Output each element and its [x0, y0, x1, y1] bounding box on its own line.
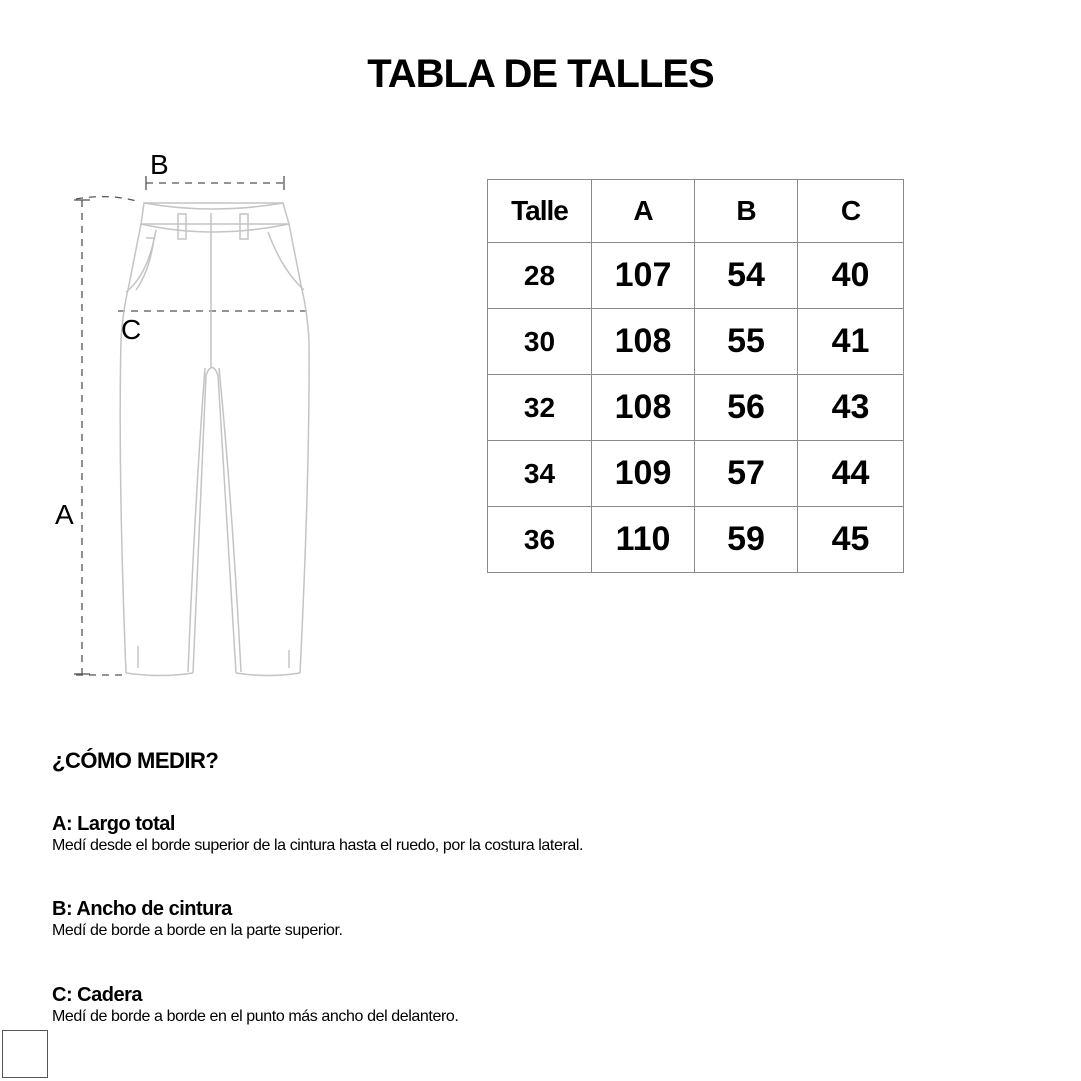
cell-b: 54 — [695, 243, 798, 309]
header-c: C — [798, 180, 904, 243]
header-a: A — [592, 180, 695, 243]
cell-talle: 32 — [488, 375, 592, 441]
measure-item-b — [52, 897, 343, 941]
cell-c: 40 — [798, 243, 904, 309]
cell-b: 59 — [695, 507, 798, 573]
measure-description: Medí de borde a borde en la parte superior. — [52, 922, 343, 939]
how-to-measure-title: ¿CÓMO MEDIR? — [52, 748, 219, 773]
cell-a: 108 — [592, 375, 695, 441]
cell-talle: 36 — [488, 507, 592, 573]
cell-b: 55 — [695, 309, 798, 375]
header-talle: Talle — [488, 180, 592, 243]
header-b: B — [695, 180, 798, 243]
table-row — [488, 441, 904, 507]
cell-b: 56 — [695, 375, 798, 441]
cell-c: 43 — [798, 375, 904, 441]
table-row — [488, 375, 904, 441]
measure-description: Medí desde el borde superior de la cintura hasta el ruedo, por la costura lateral. — [52, 837, 584, 854]
measure-heading: A: Largo total — [52, 813, 175, 835]
pants-illustration — [0, 140, 340, 700]
measure-description: Medí de borde a borde en el punto más ancho del delantero. — [52, 1008, 459, 1025]
pants-diagram — [0, 140, 340, 700]
cell-talle: 28 — [488, 243, 592, 309]
table-header-row — [488, 180, 904, 243]
cell-talle: 34 — [488, 441, 592, 507]
cell-a: 110 — [592, 507, 695, 573]
cell-talle: 30 — [488, 309, 592, 375]
cell-b: 57 — [695, 441, 798, 507]
label-a: A — [55, 499, 74, 530]
cell-c: 41 — [798, 309, 904, 375]
cell-a: 108 — [592, 309, 695, 375]
table-row — [488, 309, 904, 375]
measure-item-c — [52, 983, 458, 1027]
page-title: TABLA DE TALLES — [367, 52, 714, 96]
measure-heading: C: Cadera — [52, 984, 142, 1006]
cell-a: 107 — [592, 243, 695, 309]
label-b: B — [150, 149, 169, 180]
measure-item-a — [52, 812, 583, 856]
cell-c: 45 — [798, 507, 904, 573]
corner-box — [2, 1030, 48, 1078]
size-table — [487, 179, 904, 573]
table-row — [488, 243, 904, 309]
table-row — [488, 507, 904, 573]
cell-a: 109 — [592, 441, 695, 507]
label-c: C — [121, 314, 142, 345]
cell-c: 44 — [798, 441, 904, 507]
measure-heading: B: Ancho de cintura — [52, 898, 232, 920]
